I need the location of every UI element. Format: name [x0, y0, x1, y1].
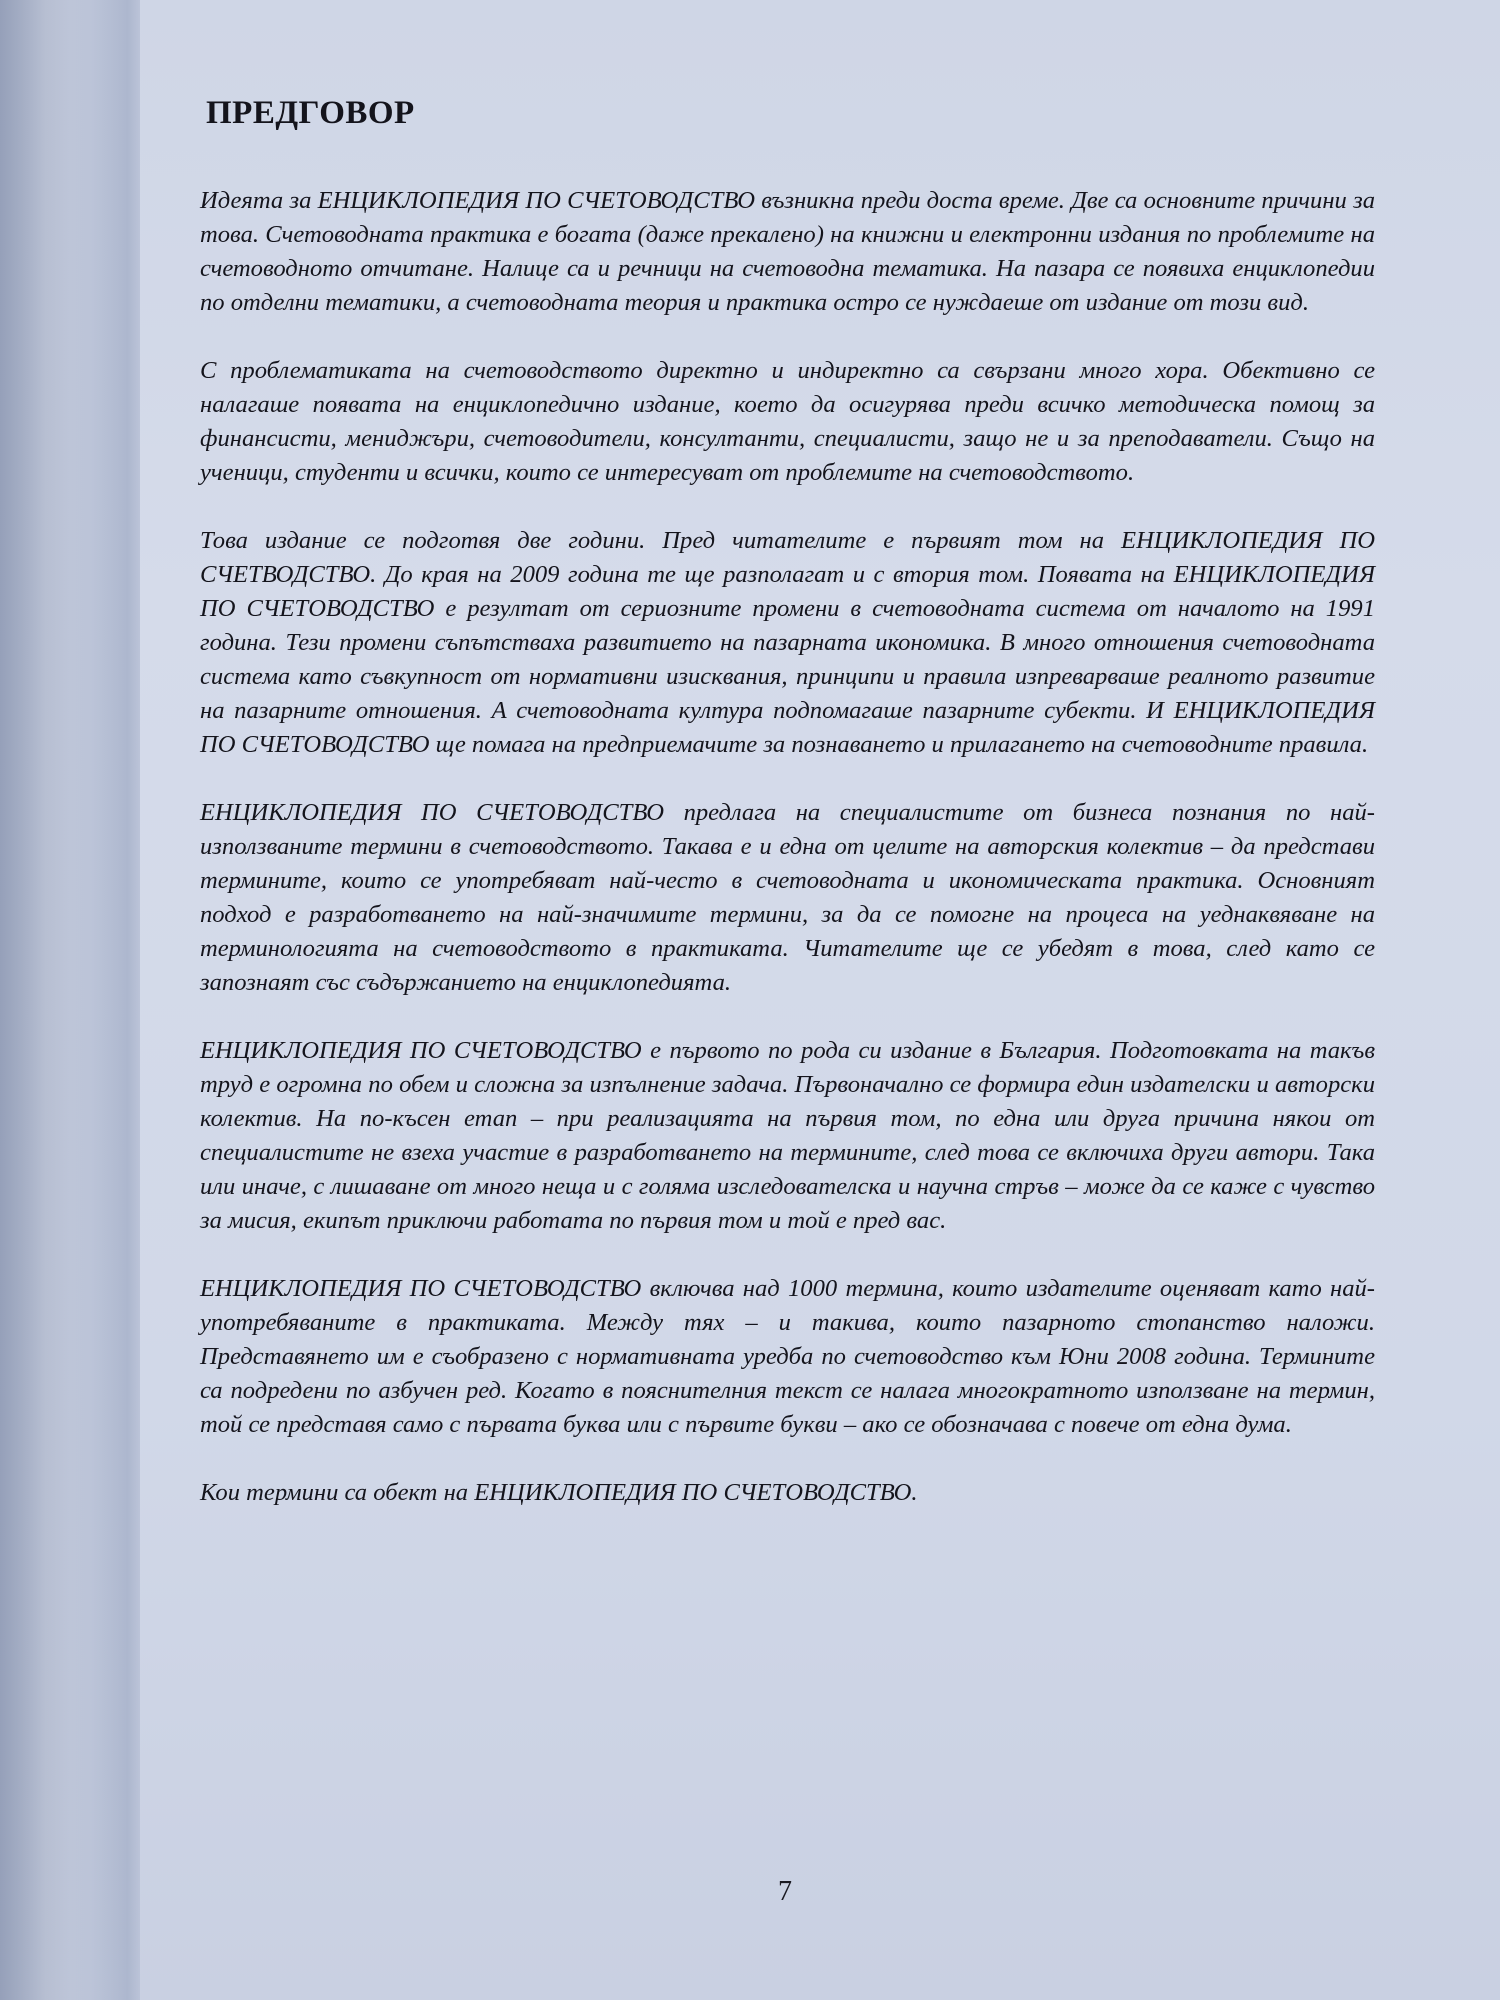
- paragraph-5: ЕНЦИКЛОПЕДИЯ ПО СЧЕТОВОДСТВО е първото по рода си издание в България. Подготовката на такъв труд е огромна по обем и сложна за изпълнение задача. Първоначално се формира един издателски и авторски колектив. На по-късен етап – при реализацията на първия том, по една или друга причина някои от специалистите не взеха участие в разработването на термините, след това се включиха други автори. Така или иначе, с лишаване от много неща и с голяма изследователска и научна стръв – може да се каже с чувство за мисия, екипът приключи работата по първия том и той е пред вас.: [200, 1037, 1375, 1234]
- text-block: [200, 95, 1375, 1544]
- page-number: 7: [778, 1876, 792, 1907]
- page-gutter-shadow: [0, 0, 140, 2000]
- paragraph-6: ЕНЦИКЛОПЕДИЯ ПО СЧЕТОВОДСТВО включва над 1000 термина, които издателите оценяват като най-употребяваните в практиката. Между тях – и такива, които пазарното стопанство наложи. Представянето им е съобразено с нормативната уредба по счетоводство към Юни 2008 година. Термините са подредени по азбучен ред. Когато в пояснителния текст се налага многократното използване на термин, той се представя само с първата буква или с първите букви – ако се обозначава с повече от една дума.: [200, 1275, 1375, 1438]
- paragraph-2: С проблематиката на счетоводството директно и индиректно са свързани много хора. Обективно се налагаше появата на енциклопедично издание, което да осигурява преди всичко методическа помощ за финансисти, мениджъри, счетоводители, консултанти, специалисти, защо не и за преподаватели. Също на ученици, студенти и всички, които се интересуват от проблемите на счетоводството.: [200, 357, 1375, 486]
- paragraph-3: Това издание се подготвя две години. Пред читателите е първият том на ЕНЦИКЛОПЕДИЯ ПО СЧЕТВОДСТВО. До края на 2009 година те ще разполагат и с втория том. Появата на ЕНЦИКЛОПЕДИЯ ПО СЧЕТОВОДСТВО е резултат от сериозните промени в счетоводната система от началото на 1991 година. Тези промени съпътстваха развитието на пазарната икономика. В много отношения счетоводната система като съвкупност от нормативни изисквания, принципи и правила изпреварваше реалното развитие на пазарните отношения. А счетоводната култура подпомагаше пазарните субекти. И ЕНЦИКЛОПЕДИЯ ПО СЧЕТОВОДСТВО ще помага на предприемачите за познаването и прилагането на счетоводните правила.: [200, 527, 1375, 758]
- book-page: [140, 0, 1500, 2000]
- paragraph-1: Идеята за ЕНЦИКЛОПЕДИЯ ПО СЧЕТОВОДСТВО възникна преди доста време. Две са основните причини за това. Счетоводната практика е богата (даже прекалено) на книжни и електронни издания по проблемите на счетоводното отчитане. Налице са и речници на счетоводна тематика. На пазара се появиха енциклопедии по отделни тематики, а счетоводната теория и практика остро се нуждаеше от издание от този вид.: [200, 187, 1375, 316]
- paragraph-4: ЕНЦИКЛОПЕДИЯ ПО СЧЕТОВОДСТВО предлага на специалистите от бизнеса познания по най-използваните термини в счетоводството. Такава е и една от целите на авторския колектив – да представи термините, които се употребяват най-често в счетоводната и икономическата практика. Основният подход е разработването на най-значимите термини, за да се помогне на процеса на уеднаквяване на терминологията на счетоводството в практиката. Читателите ще се убедят в това, след като се запознаят със съдържанието на енциклопедията.: [200, 799, 1375, 996]
- page-heading: ПРЕДГОВОР: [206, 95, 415, 131]
- paragraph-7: Кои термини са обект на ЕНЦИКЛОПЕДИЯ ПО СЧЕТОВОДСТВО.: [200, 1479, 918, 1506]
